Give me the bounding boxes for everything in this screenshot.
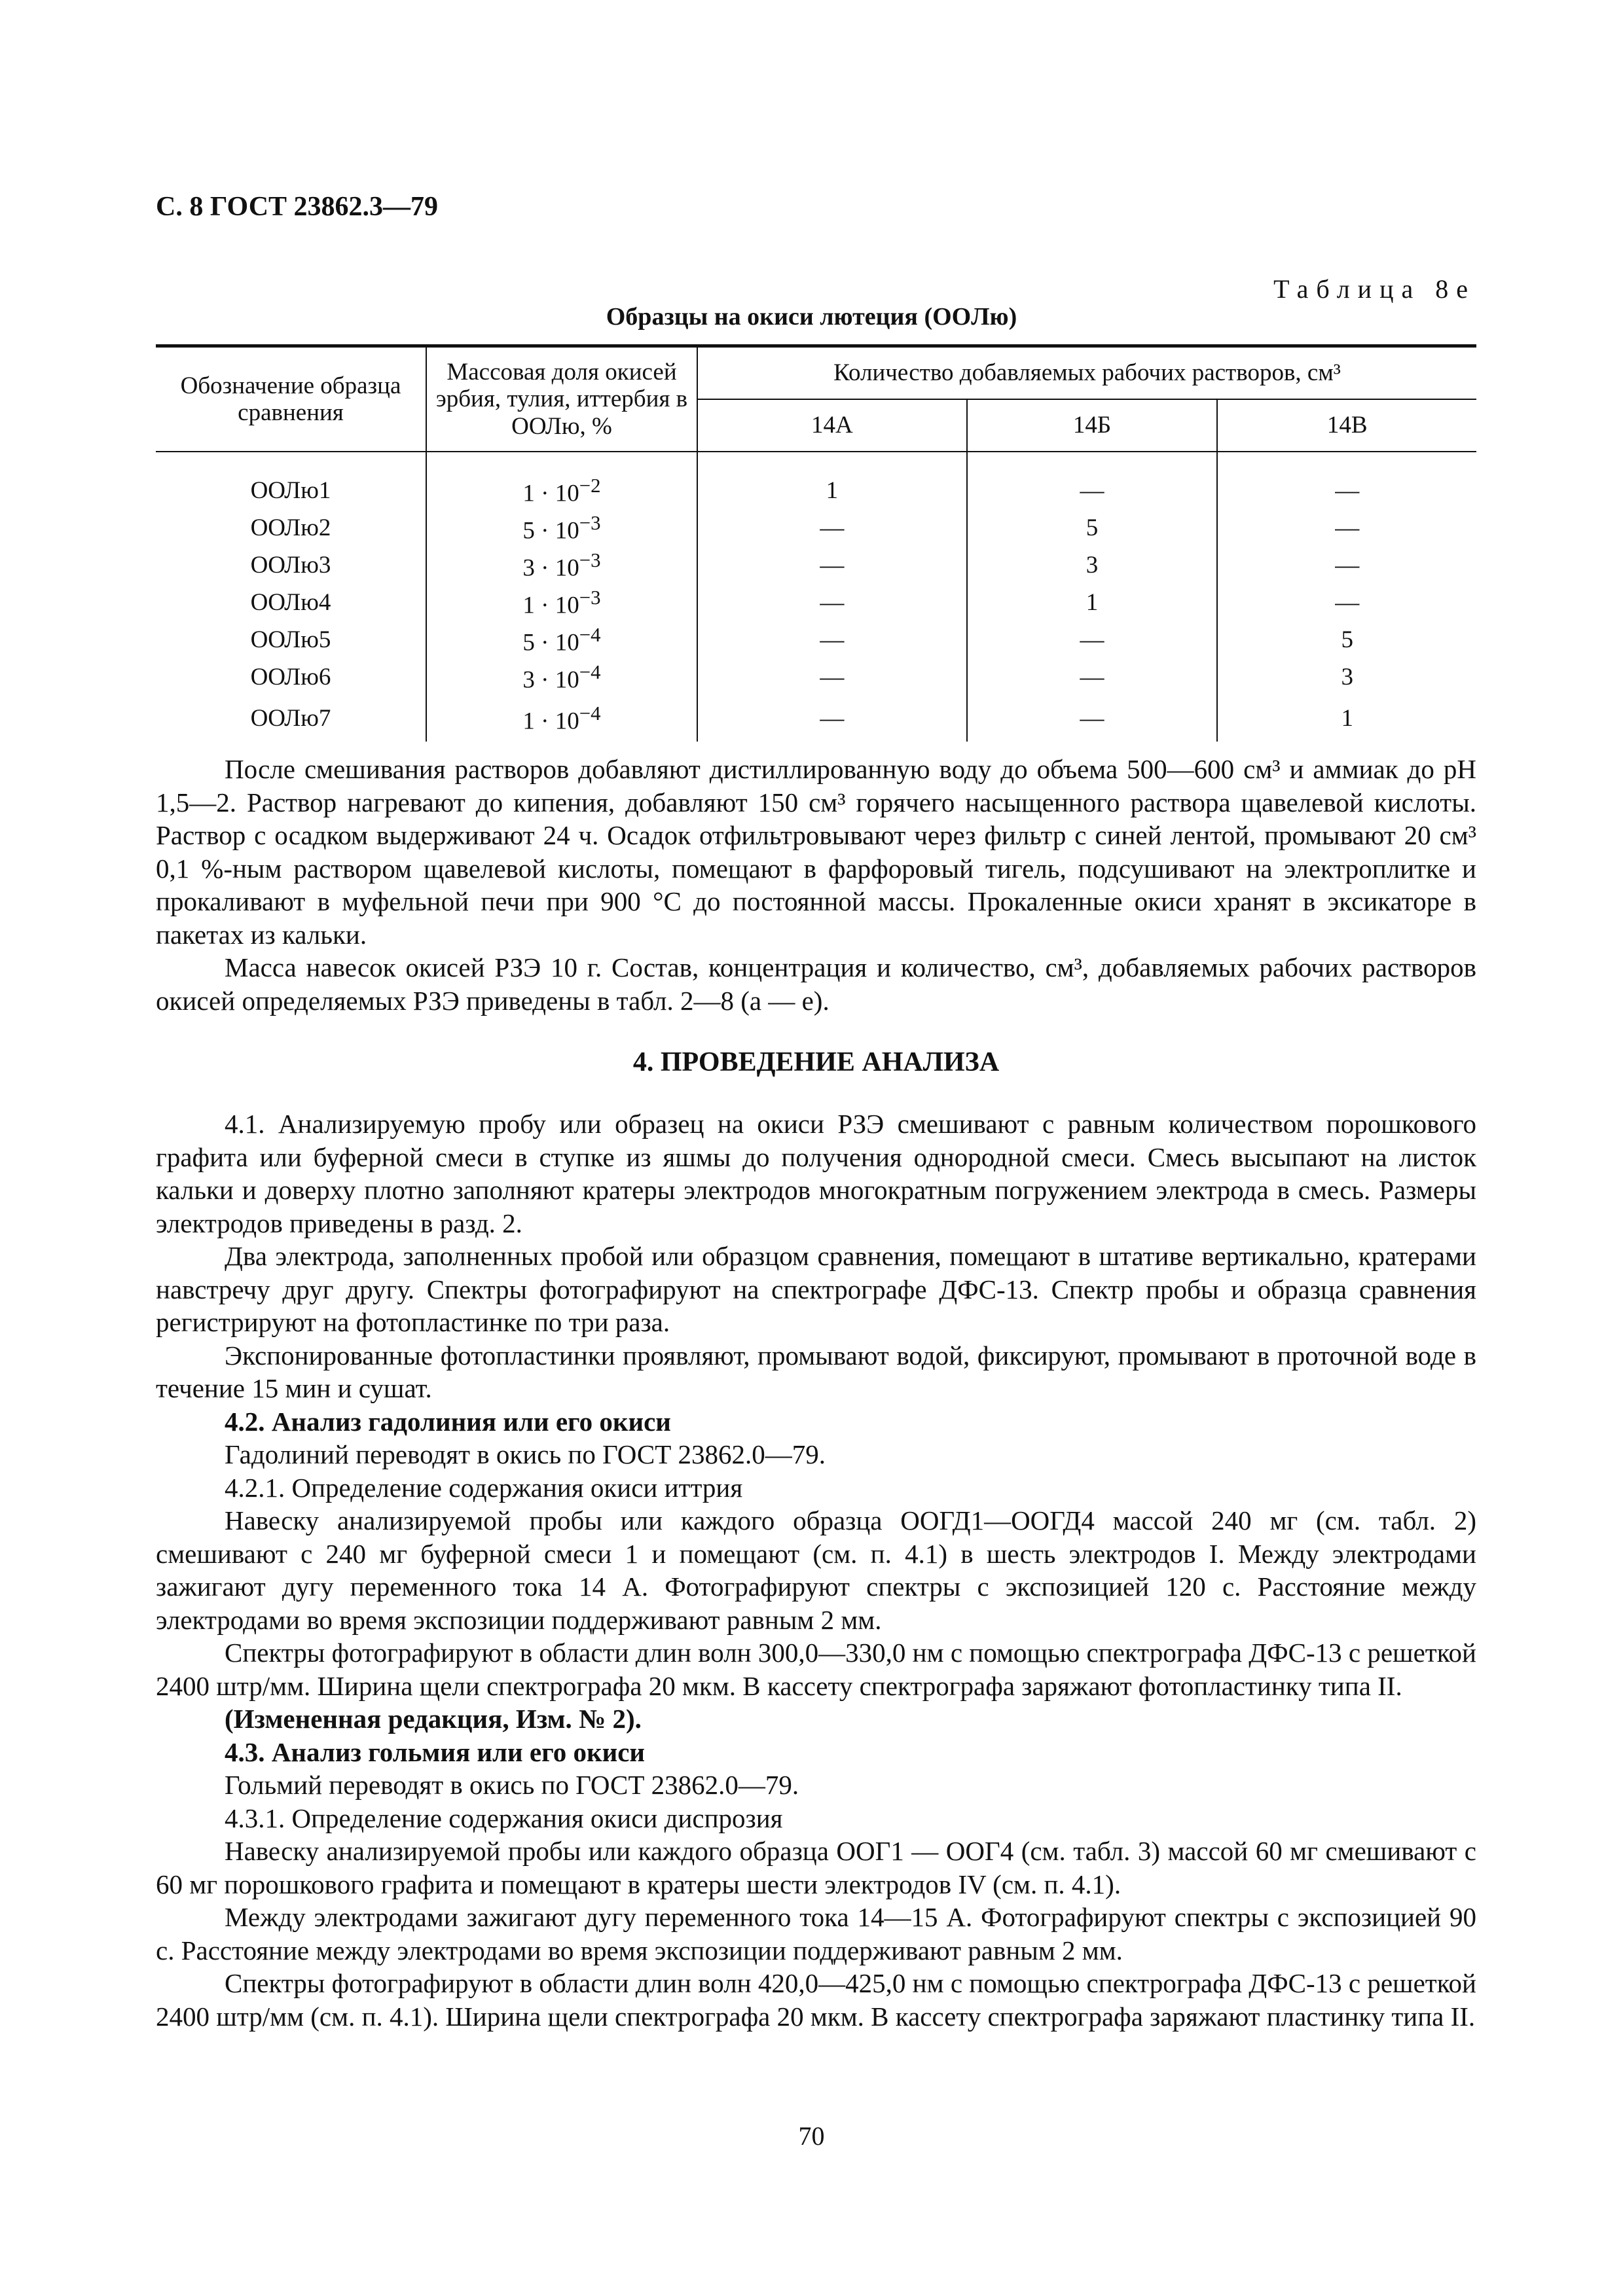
cell-14b: 1: [967, 584, 1218, 621]
paragraph: Гадолиний переводят в окись по ГОСТ 23862.0—79.: [225, 1439, 826, 1469]
cell-14b: —: [967, 696, 1218, 742]
table-body: [156, 452, 1476, 742]
cell-14a: —: [697, 584, 967, 621]
cell-massfraction: $1 \cdot 10^{-2}$: [426, 472, 697, 509]
table-row: [156, 658, 1476, 696]
exponent: −3: [579, 586, 601, 609]
paragraph: Между электродами зажигают дугу переменного тока 14—15 А. Фотографируют спектры с экспозицией 90 с. Расстояние между электродами во время экспозиции поддерживают равным 2 мм.: [156, 1902, 1476, 1965]
cell-14v: 3: [1341, 663, 1353, 691]
paragraph: Навеску анализируемой пробы или каждого образца ООГД1—ООГД4 массой 240 мг (см. табл. 2) смешивают с 240 мг буферной смеси 1 и помещают (см. п. 4.1) в шесть электродов I. Между электродами зажигают дугу переменного тока 14 А. Фотографируют спектры с экспозицией 120 с. Расстояние между электродами во время экспозиции поддерживают равным 2 мм.: [156, 1505, 1476, 1635]
cell-14v: —: [1335, 588, 1360, 616]
paragraph: Два электрода, заполненных пробой или образцом сравнения, помещают в штативе вертикально, кратерами навстречу друг другу. Спектры фотографируют на спектрографе ДФС-13. Спектр пробы и образца сравнения регистрируют на фотопластинке по три раза.: [156, 1241, 1476, 1337]
table-row: [156, 621, 1476, 658]
cell-14b: —: [967, 621, 1218, 658]
cell-massfraction: $1 \cdot 10^{-3}$: [426, 584, 697, 621]
samples-table: [156, 344, 1476, 742]
page-header: С. 8 ГОСТ 23862.3—79: [156, 192, 439, 222]
exponent: −3: [579, 548, 601, 571]
paragraph: Навеску анализируемой пробы или каждого образца ООГ1 — ООГ4 (см. табл. 3) массой 60 мг смешивают с 60 мг порошкового графита и помещают в кратеры шести электродов IV (см. п. 4.1).: [156, 1836, 1476, 1899]
cell-14v: —: [1335, 514, 1360, 541]
cell-massfraction: $5 \cdot 10^{-4}$: [426, 621, 697, 658]
paragraph: Спектры фотографируют в области длин волн 420,0—425,0 нм с помощью спектрографа ДФС-13 с решеткой 2400 штр/мм (см. п. 4.1). Ширина щели спектрографа 20 мкм. В кассету спектрографа заряжают пластинку типа II.: [156, 1968, 1476, 2032]
col-massfraction-header: Массовая доля окисей эрбия, тулия, иттербия в ООЛю, %: [426, 346, 697, 452]
exponent: −3: [579, 511, 601, 534]
cell-sample: ООЛю5: [156, 621, 426, 658]
mantissa: 3: [522, 666, 535, 693]
paragraph: Спектры фотографируют в области длин волн 300,0—330,0 нм с помощью спектрографа ДФС-13 с решеткой 2400 штр/мм. Ширина щели спектрографа 20 мкм. В кассету спектрографа заряжают фотопластинку типа II.: [156, 1638, 1476, 1701]
col-group-header: Количество добавляемых рабочих растворов, см³: [697, 346, 1476, 400]
mantissa: 5: [522, 628, 535, 656]
table-row: [156, 472, 1476, 509]
cell-14a: 1: [697, 472, 967, 509]
paragraph: 4.2.1. Определение содержания окиси иттрия: [225, 1472, 743, 1503]
cell-14v: 1: [1341, 705, 1353, 732]
cell-14v: —: [1335, 476, 1360, 504]
table-row: [156, 547, 1476, 584]
body-text: [156, 753, 1476, 2033]
table-row: [156, 696, 1476, 742]
cell-14b: —: [967, 472, 1218, 509]
cell-sample: ООЛю4: [156, 584, 426, 621]
cell-sample: ООЛю1: [156, 472, 426, 509]
cell-14a: —: [697, 621, 967, 658]
table-row: [156, 509, 1476, 547]
cell-14a: —: [697, 547, 967, 584]
cell-sample: ООЛю3: [156, 547, 426, 584]
mantissa: 3: [522, 554, 535, 581]
cell-14a: —: [697, 509, 967, 547]
page-number: 70: [798, 2121, 825, 2151]
paragraph: Гольмий переводят в окись по ГОСТ 23862.0—79.: [225, 1770, 799, 1800]
cell-14b: 5: [967, 509, 1218, 547]
cell-massfraction: $3 \cdot 10^{-3}$: [426, 547, 697, 584]
mantissa: 1: [522, 708, 535, 735]
mantissa: 1: [522, 591, 535, 619]
cell-14a: —: [697, 658, 967, 696]
table-caption: Образцы на окиси лютеция (OOЛю): [606, 303, 1017, 331]
edit-note: (Измененная редакция, Изм. № 2).: [225, 1704, 642, 1734]
cell-14b: 3: [967, 547, 1218, 584]
cell-massfraction: $5 \cdot 10^{-3}$: [426, 509, 697, 547]
table-label: Таблица 8е: [1273, 274, 1476, 304]
cell-massfraction: $3 \cdot 10^{-4}$: [426, 658, 697, 696]
section-heading: 4. ПРОВЕДЕНИЕ АНАЛИЗА: [632, 1047, 1000, 1077]
exponent: −2: [579, 474, 601, 497]
subsection-heading: 4.2. Анализ гадолиния или его окиси: [225, 1406, 671, 1437]
paragraph: Экспонированные фотопластинки проявляют, промывают водой, фиксируют, промывают в проточной воде в течение 15 мин и сушат.: [156, 1340, 1476, 1403]
col-sample-header: Обозначение образца сравнения: [156, 346, 426, 452]
table-row: [156, 584, 1476, 621]
paragraph: 4.1. Анализируемую пробу или образец на окиси РЗЭ смешивают с равным количеством порошкового графита или буферной смеси в ступке из яшмы до получения однородной смеси. Смесь высыпают на листок кальки и доверху плотно заполняют кратеры электродов многократным погружением электрода в смесь. Размеры электродов приведены в разд. 2.: [156, 1109, 1476, 1238]
cell-sample: ООЛю7: [156, 696, 426, 742]
sub-header-14a: 14А: [697, 399, 967, 452]
paragraph: После смешивания растворов добавляют дистиллированную воду до объема 500—600 см³ и аммиак до pH 1,5—2. Раствор нагревают до кипения, добавляют 150 см³ горячего насыщенного раствора щавелевой кислоты. Раствор с осадком выдерживают 24 ч. Осадок отфильтровывают через фильтр с синей лентой, промывают 20 см³ 0,1 %-ным раствором щавелевой кислоты, помещают в фарфоровый тигель, подсушивают на электроплитке и прокаливают в муфельной печи при 900 °С до постоянной массы. Прокаленные окиси хранят в эксикаторе в пакетах из кальки.: [156, 754, 1476, 950]
subsection-heading: 4.3. Анализ гольмия или его окиси: [225, 1736, 646, 1767]
paragraph: Масса навесок окисей РЗЭ 10 г. Состав, концентрация и количество, см³, добавляемых рабочих растворов окисей определяемых РЗЭ приведены в табл. 2—8 (а — е).: [156, 952, 1476, 1016]
cell-14v: 5: [1341, 626, 1353, 653]
cell-massfraction: $1 \cdot 10^{-4}$: [426, 696, 697, 742]
exponent: −4: [579, 702, 601, 725]
sub-header-14v: 14В: [1217, 399, 1476, 452]
sub-header-14b: 14Б: [967, 399, 1218, 452]
cell-14v: —: [1335, 551, 1360, 579]
cell-sample: ООЛю2: [156, 509, 426, 547]
mantissa: 5: [522, 516, 535, 544]
exponent: −4: [579, 660, 601, 683]
exponent: −4: [579, 623, 601, 646]
cell-14b: —: [967, 658, 1218, 696]
cell-sample: ООЛю6: [156, 658, 426, 696]
paragraph: 4.3.1. Определение содержания окиси диспрозия: [225, 1803, 783, 1833]
cell-14a: —: [697, 696, 967, 742]
mantissa: 1: [522, 479, 535, 507]
